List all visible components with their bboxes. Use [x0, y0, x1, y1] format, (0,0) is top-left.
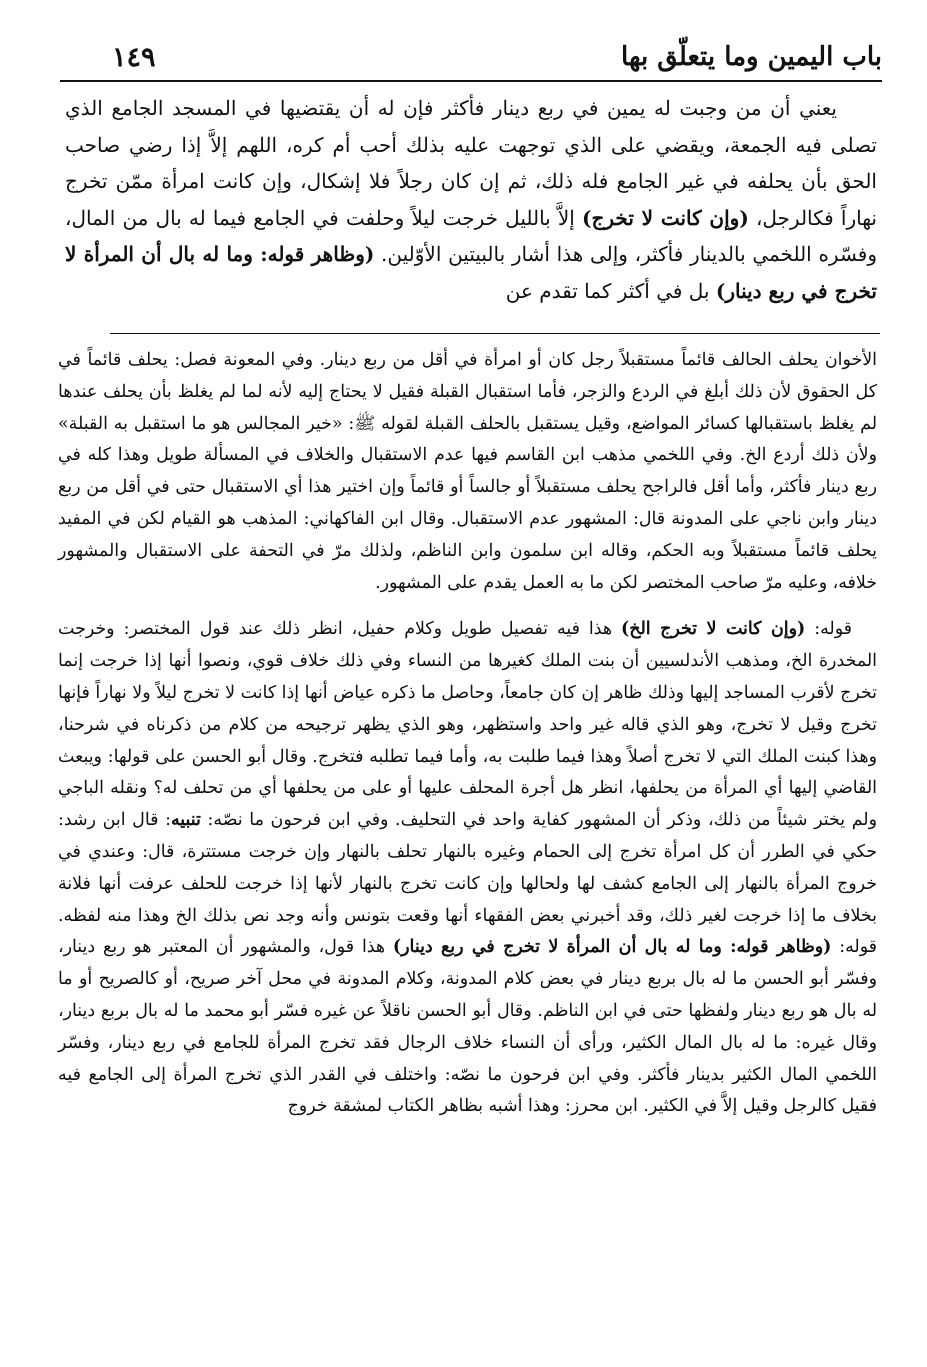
main-text — [65, 90, 877, 309]
quoted-phrase: (وظاهر قوله: وما له بال أن المرأة لا تخرج في ربع دينار) — [392, 937, 832, 958]
tanbih-label: تنبيه — [170, 810, 201, 831]
footnote-segment: هذا فيه تفصيل طويل وكلام حفيل، انظر ذلك عند قول المختصر: وخرجت المخدرة الخ، ومذهب الأندلسيين أن بنت الملك كغيرها من النساء وفي ذلك خلاف قوي، ونصوا أنها إذا خرجت إنما تخرج لأقرب المساجد إليها وذلك ظاهر إن كان جامعاً، وحاصل ما ذكره عياض أنها إذا كانت لا تخرج ليلاً ولا نهاراً فإنها تخرج وقيل لا تخرج، وهو الذي قاله غير واحد واستظهر، وهو الذي يظهر ترجيحه من كلام من ذكرناه في شرحنا، وهذا كبنت الملك التي لا تخرج أصلاً وهذا فيما طلبت به، وأما فيما تطلبه فتخرج. وقال أبو الحسن على قولها: ويبعث القاضي إليها أي المرأة من يحلفها، انظر هل أجرة المحلف عليها أو على من يحلفها أي من تحلف له؟ ونقله الباجي ولم يختر شيئاً من ذلك، وذكر أن المشهور كفاية واحد في التحليف. وفي ابن فرحون ما نصّه: — [58, 619, 877, 831]
main-paragraph — [65, 90, 877, 309]
main-text-segment: يعني أن من وجبت له يمين في ربع دينار فأكثر فإن له أن يقتضيها في المسجد الجامع الذي تصلى فيه الجمعة، ويقضي على الذي توجهت عليه بذلك أحب أم كره، اللهم إلاَّ إذا رضي صاحب الحق بأن يحلفه في غير الجامع فله ذلك، ثم إن كان رجلاً فلا إشكال، وإن كانت امرأة ممّن تخرج نهاراً فكالرجل، — [65, 96, 877, 230]
quoted-phrase: (وإن كانت لا تخرج الخ) — [621, 619, 806, 640]
footnote-divider — [110, 333, 880, 334]
page-header — [60, 40, 882, 82]
footnote-segment: : قال ابن رشد: حكي في الطرر أن كل امرأة تخرج إلى الحمام وغيره بالنهار تحلف بالنهار وإن خرجت مستترة، قال: وعندي في خروج المرأة بالنهار إلى الجامع كشف لها ولحالها وإن كانت تخرج بالنهار لأنها إذا خرجت للحلف عرفت أنها فلانة بخلاف ما إذا خرجت لغير ذلك، وقد أخبرني بعض الفقهاء أنها وقعت بتونس وأنه وجد نص بذلك الخ وهذا منه لفظه. قوله: — [58, 810, 877, 958]
chapter-title: باب اليمين وما يتعلّق بها — [621, 42, 882, 72]
footnote-paragraph — [58, 614, 877, 1123]
quoted-verse: (وظاهر قوله: وما له بال أن المرأة لا تخرج في ربع دينار) — [65, 242, 877, 303]
main-text-segment: إلاَّ بالليل خرجت ليلاً وحلفت في الجامع فيما له بال من المال، وفسّره اللخمي بالدينار فأكثر، وإلى هذا أشار بالبيتين الأوّلين. — [65, 205, 878, 266]
main-text-segment: بل في أكثر كما تقدم عن — [505, 278, 716, 303]
page-number: ١٤٩ — [112, 42, 156, 73]
footnote-segment: قوله: — [805, 619, 852, 640]
footnotes — [58, 345, 877, 1138]
quoted-verse: (وإن كانت لا تخرج) — [582, 205, 749, 230]
footnote-paragraph: الأخوان يحلف الحالف قائماً مستقبلاً رجل كان أو امرأة في أقل من ربع دينار. وفي المعونة فصل: يحلف قائماً في كل الحقوق لأن ذلك أبلغ في الردع والزجر، فأما استقبال القبلة فقيل لا يحتاج إليه لأنه لما لم يغلظ بأن يحلف عندها لم يغلظ باستقبالها كسائر المواضع، وقيل يستقبل بالحلف القبلة لقوله ﷺ: «خير المجالس هو ما استقبل به القبلة» ولأن ذلك أردع الخ. وفي اللخمي مذهب ابن القاسم فيها عدم الاستقبال والخلاف في المسألة طويل وهذا كله في ربع دينار فأكثر، وأما أقل فالراجح يحلف مستقبلاً أو جالساً أو قائماً وإن اختير هذا أي الاستقبال حتى في أقل من ربع دينار وابن ناجي على المدونة قال: المشهور عدم الاستقبال. وقال ابن الفاكهاني: المذهب هو القيام لكن في المفيد يحلف قائماً مستقبلاً وبه الحكم، وقاله ابن سلمون وابن الناظم، ولذلك مرّ في التحفة على الاستقبال والمشهور خلافه، وعليه مرّ صاحب المختصر لكن ما به العمل يقدم على المشهور. — [58, 350, 877, 593]
footnote-segment: هذا قول، والمشهور أن المعتبر هو ربع دينار، وفسّر أبو الحسن ما له بال بربع دينار في بعض كلام المدونة، وكلام المدونة في محل آخر صريح، أو كالصريح أو ما له بال هو ربع دينار ولفظها حتى في ابن الناظم. وقال أبو الحسن ناقلاً عن غيره فسّر أبو محمد ما له بال بربع دينار، وقال غيره: ما له بال المال الكثير، ورأى أن النساء خلاف الرجال فقد تخرج المرأة للجامع في ربع دينار، وفسّر اللخمي المال الكثير بدينار فأكثر. وفي ابن فرحون ما نصّه: واختلف في القدر الذي تخرج المرأة إلى الجامع فيه فقيل كالرجل وقيل إلاَّ في الكثير. ابن محرز: وهذا أشبه بظاهر الكتاب لمشقة خروج — [58, 937, 877, 1117]
